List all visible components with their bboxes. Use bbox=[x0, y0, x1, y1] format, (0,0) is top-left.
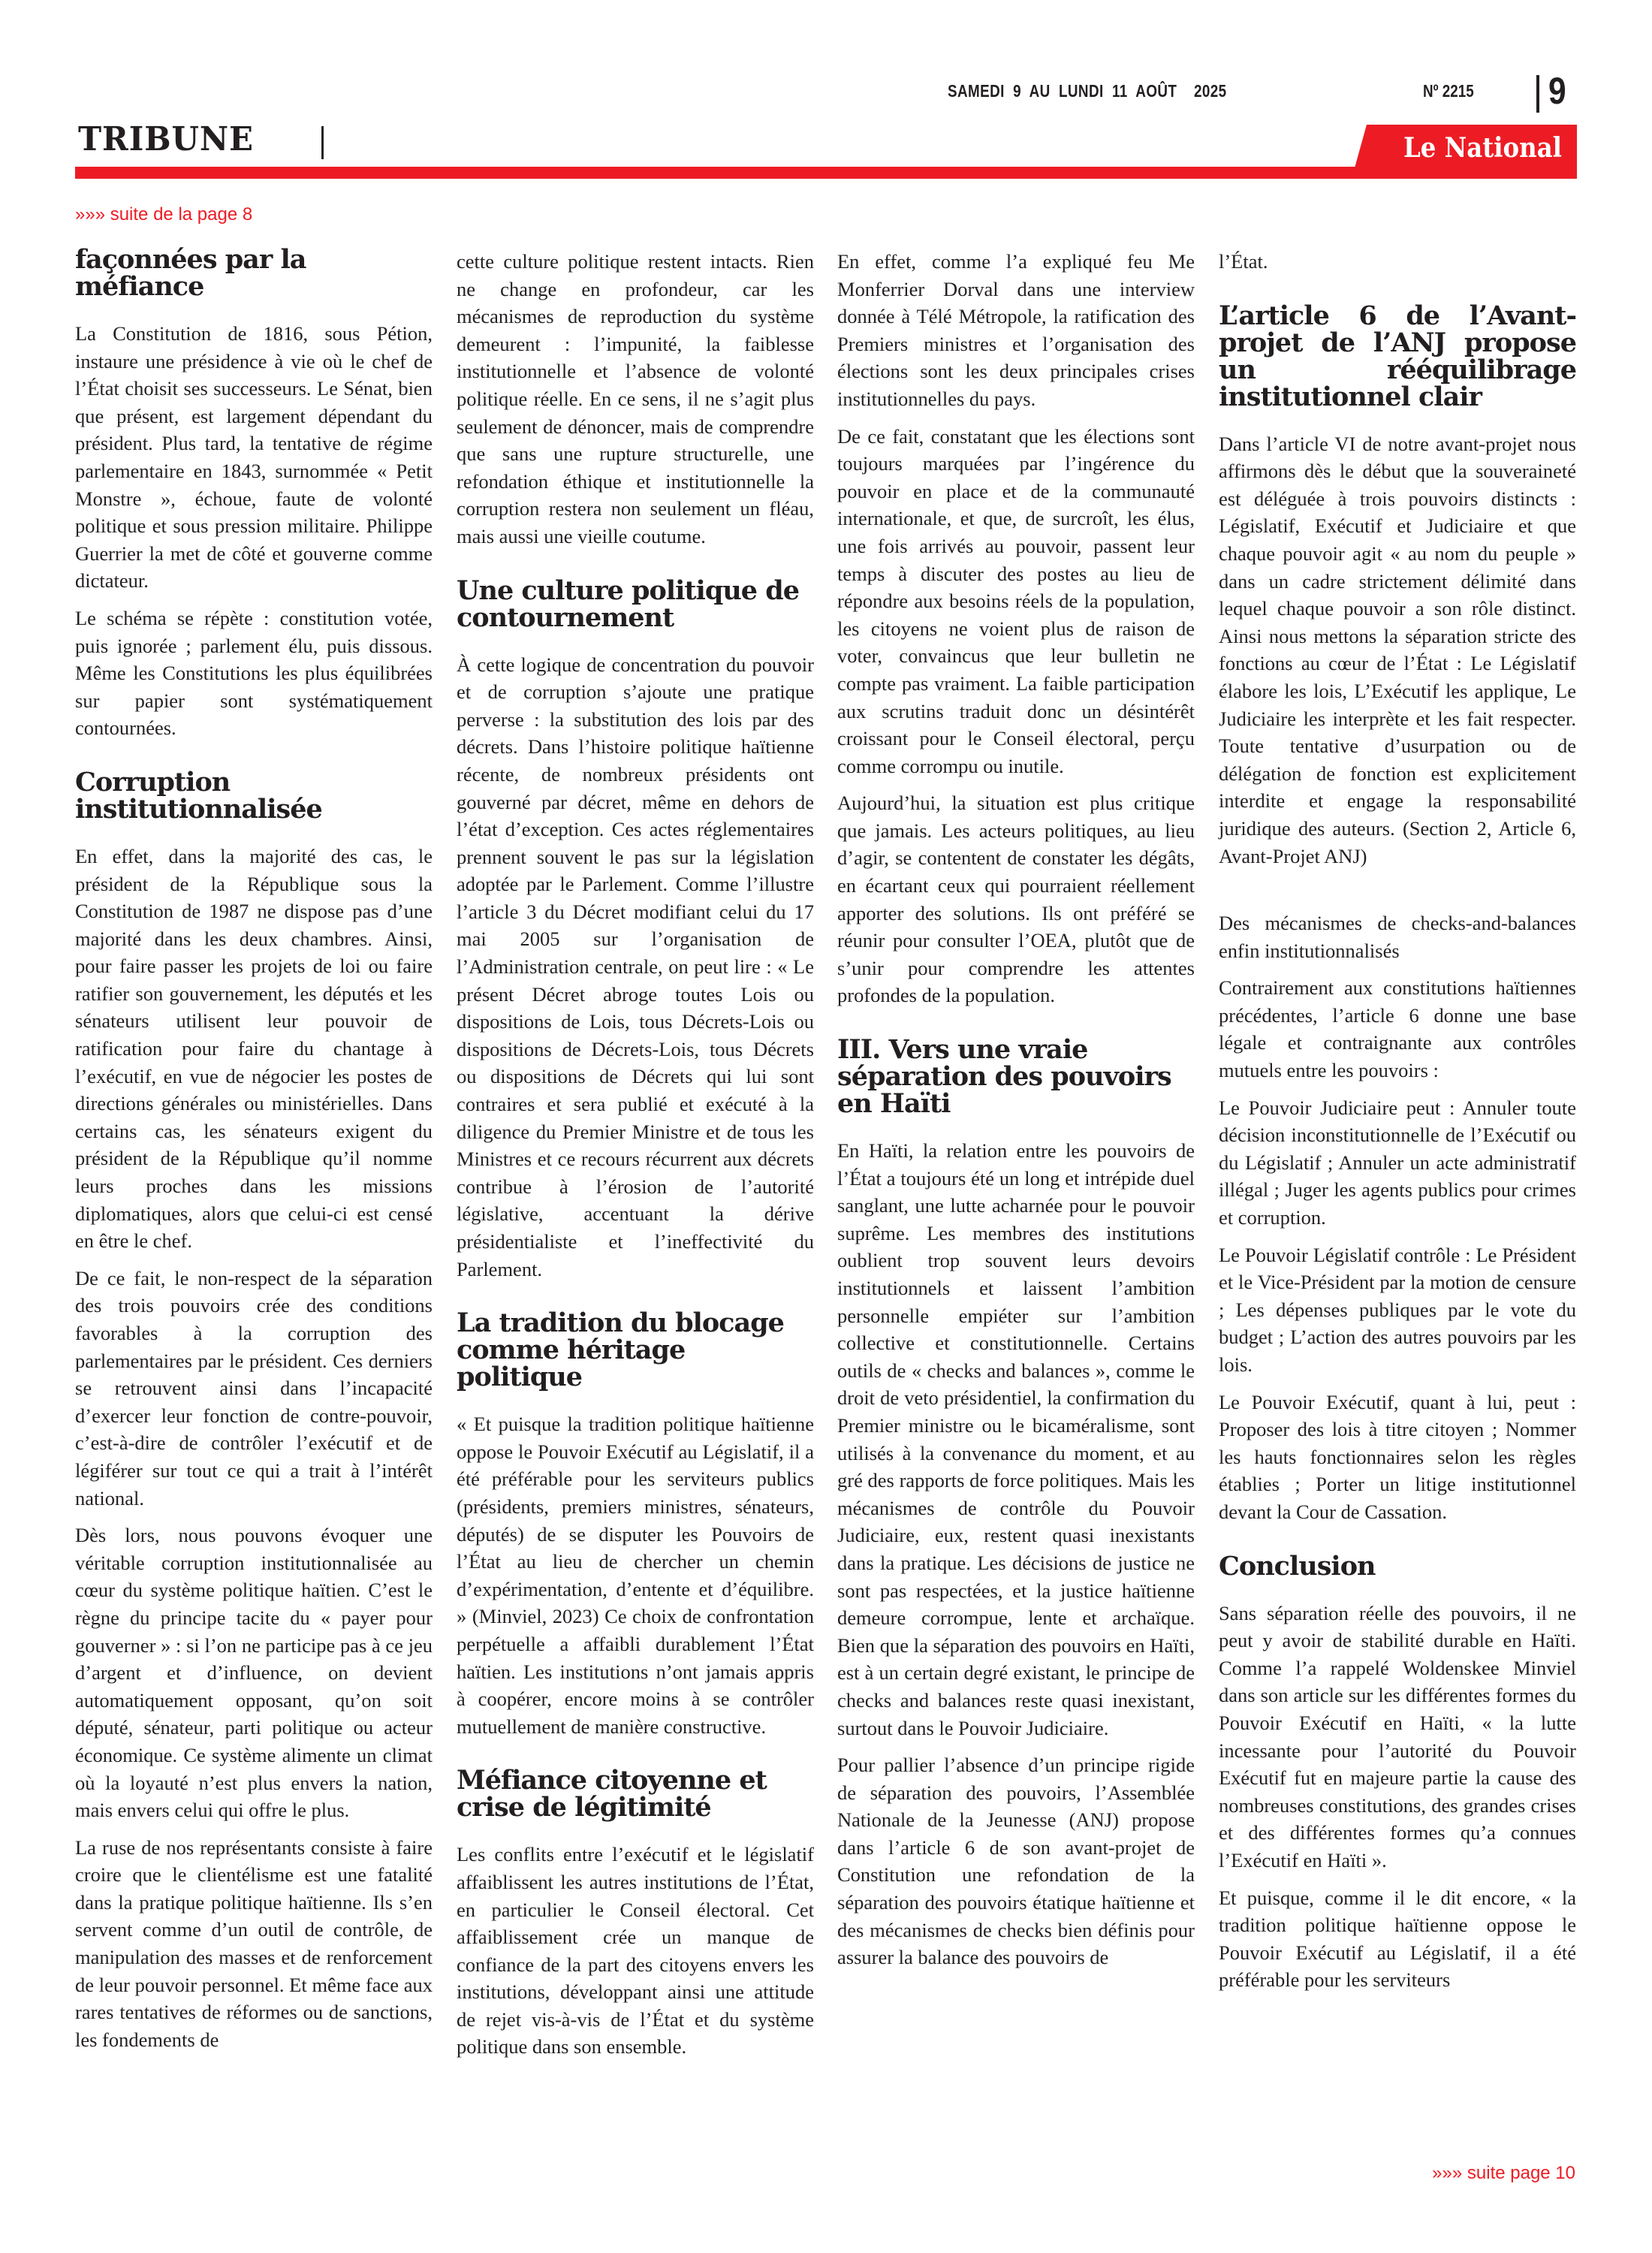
paragraph: Dans l’article VI de notre avant-projet nous affirmons dès le début que la souveraineté est déléguée à trois pouvoirs distincts : Législatif, Exécutif et Judiciaire et que chaque pouvoir agit « au nom du peuple » dans un cadre strictement délimité dans lequel chaque pouvoir a son rôle distinct. Ainsi nous mettons la séparation stricte des fonctions au cœur de l’État : Le Législatif élabore les lois, L’Exécutif les applique, Le Judiciaire les interprète et les fait respecter. Toute tentative d’usurpation ou de délégation de fonction est explicitement interdite et engage la responsabilité juridique des auteurs. (Section 2, Article 6, Avant-Projet ANJ) bbox=[1219, 432, 1576, 867]
paragraph: cette culture politique restent intacts. Rien ne change en profondeur, car les mécanismes de reproduction du système demeurent : l’impunité, la faiblesse institutionnelle et l’absence de volonté politique réelle. En ce sens, il ne s’agit plus seulement de dénoncer, mais de comprendre que sans une rupture structurelle, une refondation éthique et institutionnelle la corruption restera non seulement un fléau, mais aussi une vieille coutume. bbox=[457, 250, 814, 547]
section-heading: Conclusion bbox=[1219, 1550, 1376, 1582]
paragraph: « Et puisque la tradition politique haïtienne oppose le Pouvoir Exécutif au Législatif, il a été préférable pour les serviteurs publics (présidents, premiers ministres, sénateurs, députés) de se disputer les Pouvoirs de l’État au lieu de chercher un chemin d’expérimentation, d’entente et d’équilibre. » (Minviel, 2023) Ce choix de confrontation perpétuelle a affaibli durablement l’État haïtien. Les institutions n’ont jamais appris à coopérer, encore moins à se contrôler mutuellement de manière constructive. bbox=[457, 1413, 814, 1738]
paragraph: l’État. bbox=[1219, 250, 1268, 273]
section-heading: La tradition du blocage comme héritage politique bbox=[457, 1307, 784, 1393]
paragraph: Les conflits entre l’exécutif et le législatif affaiblissent les autres institutions de l’État, en particulier le Conseil électoral. Cet affaiblissement crée un manque de confiance de la part des citoyens envers les institutions, développant ainsi une attitude de rejet vis-à-vis de l’État et du système politique dans son ensemble. bbox=[457, 1843, 814, 2058]
paragraph: De ce fait, constatant que les élections sont toujours marquées par l’ingérence du pouvoir en place et de la communauté internationale, et que, de surcroît, les élus, une fois arrivés au pouvoir, passent leur temps à discuter des postes au lieu de répondre aux besoins réels de la population, les citoyens ne voient plus de raison de voter, convaincus que leur bulletin ne compte pas vraiment. La faible participation aux scrutins traduit donc un désintérêt croissant pour le Conseil électoral, perçu comme corrompu ou inutile. bbox=[837, 424, 1195, 777]
paragraph: Dès lors, nous pouvons évoquer une véritable corruption institutionnalisée au cœur du système politique haïtien. C’est le règne du principe tacite du « payer pour gouverner » : si l’on ne participe pas à ce jeu d’argent et d’influence, on devient automatiquement opposant, qu’on soit député, sénateur, parti politique ou acteur économique. Ce système alimente un climat où la loyauté n’est plus envers la nation, mais envers celui qui offre le plus. bbox=[75, 1524, 433, 1822]
continued-on-link[interactable]: »»» suite page 10 bbox=[1432, 2163, 1575, 2183]
paragraph: À cette logique de concentration du pouvoir et de corruption s’ajoute une pratique perverse : la substitution des lois par des décrets. Dans l’histoire politique haïtienne récente, de nombreux présidents ont gouverné par décret, même en dehors de l’état d’exception. Ces actes réglementaires prennent souvent le pas sur la législation adoptée par le Parlement. Comme l’illustre l’article 3 du Décret modifiant celui du 17 mai 2005 sur l’organisation de l’Administration centrale, on peut lire : « Le présent Décret abroge toutes Lois ou dispositions de Lois, tous Décrets-Lois ou dispositions de Décrets-Lois, tous Décrets ou dispositions de Décrets qui lui sont contraires et sera publié et exécuté à la diligence du Premier Ministre et de tous les Ministres et ce recours récurrent aux décrets contribue à l’érosion de l’autorité législative, accentuant la dérive présidentialiste et l’ineffectivité du Parlement. bbox=[457, 653, 814, 1280]
section-heading: Une culture politique de contournement bbox=[457, 575, 799, 633]
paragraph: Des mécanismes de checks-and-balances enfin institutionnalisés bbox=[1219, 912, 1576, 962]
article-column-4 bbox=[1219, 248, 1576, 2004]
paragraph: Le Pouvoir Législatif contrôle : Le Président et le Vice-Président par la motion de censure ; Les dépenses publiques par le vote du budget ; L’action des autres pouvoirs par les lois. bbox=[1219, 1243, 1576, 1376]
paragraph: Le Pouvoir Judiciaire peut : Annuler toute décision inconstitutionnelle de l’Exécutif ou du Législatif ; Annuler un acte administratif illégal ; Juger les agents publics pour crimes et corruption. bbox=[1219, 1096, 1576, 1229]
paragraph: En effet, dans la majorité des cas, le président de la République sous la Constitution de 1987 ne dispose pas d’une majorité dans les deux chambres. Ainsi, pour faire passer les projets de loi ou faire ratifier son gouvernement, les députés et les sénateurs utilisent leur pouvoir de ratification pour faire du chantage à l’exécutif, en vue de négocier les postes de directions générales ou ministérielles. Dans certains cas, les sénateurs exigent du président de la République qu’il nomme leurs proches dans les missions diplomatiques, alors que celui-ci est censé en être le chef. bbox=[75, 844, 433, 1253]
section-heading: façonnées par la méfiance bbox=[75, 244, 306, 302]
section-title: TRIBUNE bbox=[78, 120, 254, 158]
page-number-divider bbox=[1536, 75, 1539, 113]
paragraph: Le schéma se répète : constitution votée, puis ignorée ; parlement élu, puis dissous. Même les Constitutions les plus équilibrées sur papier sont systématiquement contournées. bbox=[75, 606, 433, 740]
article-column-3 bbox=[837, 248, 1195, 1981]
article-column-2 bbox=[457, 248, 814, 2071]
section-heading: Méfiance citoyenne et crise de légitimité bbox=[457, 1765, 767, 1823]
paragraph: Aujourd’hui, la situation est plus critique que jamais. Les acteurs politiques, au lieu d’agir, se contentent de constater les dégâts, en écartant ceux qui pourraient réellement apporter des solutions. Ils ont préféré se réunir pour consulter l’OEA, plutôt que de s’unir pour comprendre les attentes profondes de la population. bbox=[837, 792, 1195, 1007]
paragraph: Sans séparation réelle des pouvoirs, il ne peut y avoir de stabilité durable en Haïti. Comme l’a rappelé Woldenskee Minviel dans son article sur les différentes formes du Pouvoir Exécutif en Haïti, « la lutte incessante pour l’autorité du Pouvoir Exécutif fut en majeure partie la cause des nombreuses constitutions, des grandes crises et des différentes formes qu’a connues l’Exécutif en Haïti ». bbox=[1219, 1601, 1576, 1871]
section-heading: III. Vers une vraie séparation des pouvoirs en Haïti bbox=[837, 1034, 1171, 1120]
article-column-1 bbox=[75, 246, 433, 2063]
paragraph: La ruse de nos représentants consiste à faire croire que le clientélisme est une fatalité dans la pratique politique haïtienne. Ils s’en servent comme d’un outil de contrôle, de manipulation des masses et de renforcement de leur pouvoir personnel. Et même face aux rares tentatives de réformes ou de sanctions, les fondements de bbox=[75, 1835, 433, 2051]
paragraph: Contrairement aux constitutions haïtiennes précédentes, l’article 6 donne une base légale et contraignante aux contrôles mutuels entre les pouvoirs : bbox=[1219, 976, 1576, 1082]
section-heading: Corruption institutionnalisée bbox=[75, 766, 322, 825]
spacer bbox=[1219, 879, 1576, 909]
header-rule bbox=[75, 167, 1577, 179]
paragraph: En effet, comme l’a expliqué feu Me Monferrier Dorval dans une interview donnée à Télé Métropole, la ratification des Premiers ministres et l’organisation des élections sont les deux principales crises institutionnelles du pays. bbox=[837, 250, 1195, 410]
newspaper-logo: Le National bbox=[1403, 132, 1562, 164]
continued-from-link[interactable]: »»» suite de la page 8 bbox=[75, 204, 253, 225]
paragraph: Pour pallier l’absence d’un principe rigide de séparation des pouvoirs, l’Assemblée Nationale de la Jeunesse (ANJ) propose dans l’article 6 de son avant-projet de Constitution une refondation de la séparation des pouvoirs étatique haïtienne et des mécanismes de checks bien définis pour assurer la balance des pouvoirs de bbox=[837, 1754, 1195, 1969]
paragraph: De ce fait, le non-respect de la séparation des trois pouvoirs crée des conditions favorables à la corruption des parlementaires par le président. Ces derniers se retrouvent ainsi dans l’incapacité d’exercer leur fonction de contre-pouvoir, c’est-à-dire de contrôler l’exécutif et de légiférer sur tout ce qui a trait à l’intérêt national. bbox=[75, 1266, 433, 1510]
issue-date: SAMEDI 9 AU LUNDI 11 AOÛT 2025 bbox=[948, 81, 1227, 101]
paragraph: La Constitution de 1816, sous Pétion, instaure une présidence à vie où le chef de l’État choisit ses successeurs. Le Sénat, bien que présent, est largement dépendant du président. Plus tard, la tentative de régime parlementaire en 1843, surnommée « Petit Monstre », échoue, faute de volonté politique et sous pression militaire. Philippe Guerrier la met de côté et gouverne comme dictateur. bbox=[75, 322, 433, 593]
paragraph: En Haïti, la relation entre les pouvoirs de l’État a toujours été un long et intrépide duel sanglant, une lutte acharnée pour le pouvoir suprême. Les membres des institutions oublient trop souvent leurs devoirs institutionnels et laissent l’ambition personnelle empiéter sur l’ambition collective et constitutionnelle. Certains outils de « checks and balances », comme le droit de veto présidentiel, la confirmation du Premier ministre ou le bicaméralisme, sont utilisés à la convenance du moment, et au gré des rapports de force politiques. Mais les mécanismes de contrôle du Pouvoir Judiciaire, eux, restent quasi inexistants dans la pratique. Les décisions de justice ne sont pas respectées, et la justice haïtienne demeure corrompue, lente et archaïque. Bien que la séparation des pouvoirs en Haïti, est à un certain degré existant, le principe de checks and balances reste quasi inexistant, surtout dans le Pouvoir Judiciaire. bbox=[837, 1139, 1195, 1739]
section-title-divider bbox=[321, 126, 324, 159]
page-number: 9 bbox=[1548, 70, 1566, 112]
paragraph: Le Pouvoir Exécutif, quant à lui, peut : Proposer des lois à titre citoyen ; Nommer les hauts fonctionnaires selon les règles établies ; Porter un litige institutionnel devant la Cour de Cassation. bbox=[1219, 1390, 1576, 1523]
issue-number: Nº 2215 bbox=[1423, 81, 1474, 101]
paragraph: Et puisque, comme il le dit encore, « la tradition politique haïtienne oppose le Pouvoir Exécutif au Législatif, il a été préférable pour les serviteurs bbox=[1219, 1886, 1576, 1992]
section-heading: L’article 6 de l’Avant-projet de l’ANJ propose un rééquilibrage institutionnel clair bbox=[1219, 300, 1576, 412]
